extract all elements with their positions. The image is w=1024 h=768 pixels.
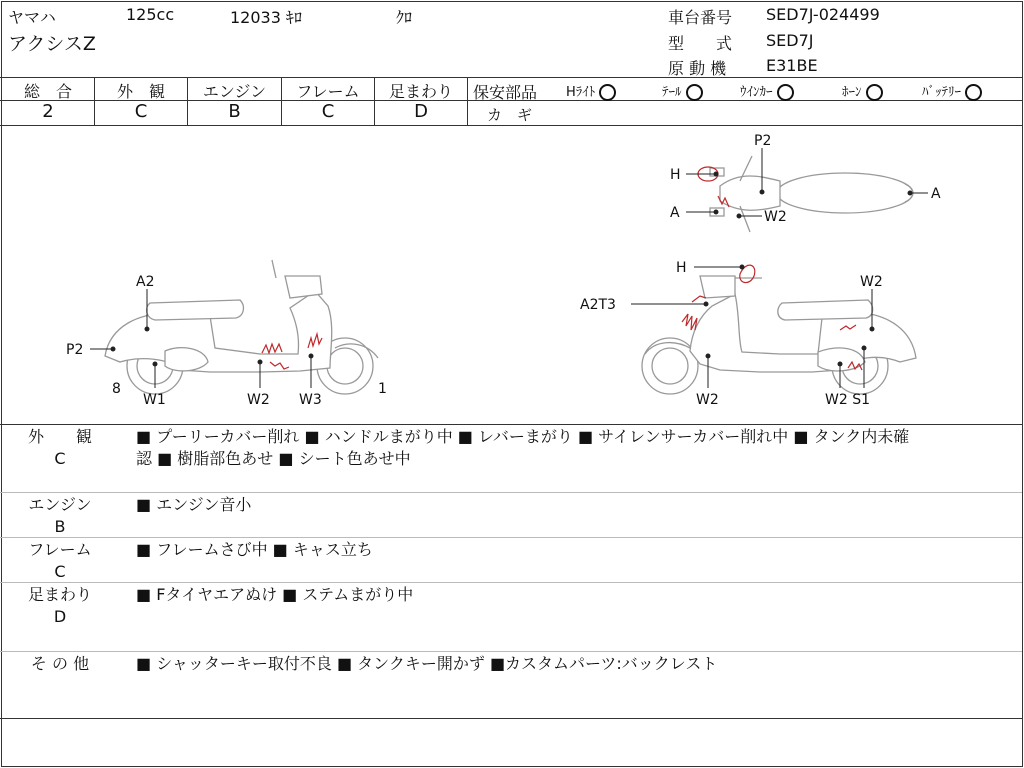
section-divider bbox=[0, 718, 1022, 719]
label-h-top: H bbox=[670, 167, 681, 183]
safety-item-winker bbox=[740, 81, 794, 101]
label-w2-right-bottom: W2 bbox=[696, 392, 719, 408]
front-wheel-inner bbox=[327, 348, 363, 384]
mirror-stem bbox=[272, 260, 276, 278]
header-divider bbox=[0, 77, 1022, 78]
grade-exterior-label: 外 観 bbox=[116, 82, 165, 101]
section-divider bbox=[0, 537, 1022, 538]
section-frame-label bbox=[0, 539, 120, 583]
safety-item-label: ﾊﾞｯﾃﾘｰ bbox=[922, 85, 961, 100]
right-handlebar-head bbox=[700, 276, 735, 298]
section-suspension-notes: ■ Fタイヤエアぬけ ■ ステムまがり中 bbox=[136, 585, 414, 604]
seat bbox=[147, 300, 244, 320]
section-suspension-title: 足まわり bbox=[27, 585, 92, 604]
top-seat bbox=[777, 173, 913, 213]
section-frame-grade: C bbox=[54, 562, 66, 581]
label-w2-top: W2 bbox=[764, 209, 787, 225]
scooter-top-view bbox=[710, 156, 913, 232]
label-8: 8 bbox=[112, 381, 121, 397]
label-w2s1: W2 S1 bbox=[825, 392, 870, 408]
frame-no-value: SED7J-024499 bbox=[766, 5, 880, 24]
damage-diagram bbox=[0, 126, 1022, 424]
handlebar-head bbox=[285, 276, 322, 298]
section-engine-grade: B bbox=[54, 517, 66, 536]
grade-engine-value: B bbox=[228, 101, 241, 122]
diagram-bottom-divider bbox=[0, 424, 1022, 425]
grade-exterior-value: C bbox=[134, 101, 148, 122]
label-w2-right-top: W2 bbox=[860, 274, 883, 290]
section-other-notes: ■ シャッターキー取付不良 ■ タンクキー開かず ■カスタムパーツ:バックレスト bbox=[136, 654, 718, 673]
safety-item-label: ﾎｰﾝ bbox=[842, 85, 862, 100]
section-exterior-notes bbox=[136, 426, 909, 470]
label-a-top-left: A bbox=[670, 205, 680, 221]
label-p2-left: P2 bbox=[66, 342, 84, 358]
model-name: アクシスZ bbox=[8, 33, 96, 55]
grade-overall-value: 2 bbox=[42, 101, 54, 122]
section-engine-title: エンジン bbox=[28, 495, 92, 514]
safety-item-headlight bbox=[566, 81, 616, 101]
grade-frame-value: C bbox=[321, 101, 335, 122]
label-w2-left: W2 bbox=[247, 392, 270, 408]
section-divider bbox=[0, 582, 1022, 583]
section-other-label bbox=[0, 653, 120, 675]
color-text: ｸﾛ bbox=[396, 8, 413, 27]
safety-item-label: Hﾗｲﾄ bbox=[566, 85, 596, 100]
label-w3: W3 bbox=[299, 392, 322, 408]
section-engine-notes: ■ エンジン音小 bbox=[136, 495, 252, 514]
mileage-text: 12033 ｷﾛ bbox=[230, 8, 302, 27]
section-frame-title: フレーム bbox=[28, 540, 92, 559]
grade-suspension-label: 足まわり bbox=[388, 82, 453, 101]
grade-divider bbox=[467, 77, 468, 125]
safety-item-label: ｳｲﾝｶｰ bbox=[740, 85, 773, 100]
ok-circle-icon bbox=[599, 84, 616, 101]
section-suspension-label bbox=[0, 584, 120, 628]
section-divider bbox=[0, 492, 1022, 493]
safety-title: 保安部品 bbox=[473, 83, 538, 102]
section-frame-notes: ■ フレームさび中 ■ キャス立ち bbox=[136, 540, 373, 559]
label-a-top-right: A bbox=[931, 186, 941, 202]
safety-item-label: ﾃｰﾙ bbox=[662, 85, 682, 100]
type-value: SED7J bbox=[766, 31, 814, 50]
grade-engine-label: エンジン bbox=[202, 82, 267, 101]
label-a2t3: A2T3 bbox=[580, 297, 616, 313]
section-exterior-label bbox=[0, 426, 120, 470]
safety-item-battery bbox=[922, 81, 982, 101]
section-exterior-grade: C bbox=[54, 449, 66, 468]
engine-model-label: 原 動 機 bbox=[668, 59, 727, 78]
label-p2-top: P2 bbox=[754, 133, 772, 149]
section-exterior-line1: ■ プーリーカバー削れ ■ ハンドルまがり中 ■ レバーまがり ■ サイレンサーカバー削れ中 ■ タンク内未確 bbox=[136, 427, 910, 446]
section-suspension-grade: D bbox=[53, 607, 67, 626]
grade-overall-label: 総 合 bbox=[23, 82, 72, 101]
safety-key: カ ギ bbox=[487, 106, 533, 124]
label-1: 1 bbox=[378, 381, 387, 397]
top-front-body bbox=[720, 176, 780, 210]
right-front-wheel-inner bbox=[652, 348, 688, 384]
label-h-right: H bbox=[676, 260, 687, 276]
engine-model-value: E31BE bbox=[766, 56, 818, 75]
scooter-right-view bbox=[642, 276, 916, 394]
frame-no-label: 車台番号 bbox=[668, 8, 733, 27]
ok-circle-icon bbox=[965, 84, 982, 101]
label-a2-left: A2 bbox=[136, 274, 155, 290]
right-seat bbox=[778, 300, 873, 320]
section-divider bbox=[0, 651, 1022, 652]
ok-circle-icon bbox=[777, 84, 794, 101]
safety-item-horn bbox=[842, 81, 883, 101]
safety-item-tail bbox=[662, 81, 703, 101]
ok-circle-icon bbox=[686, 84, 703, 101]
maker-text: ヤマハ bbox=[8, 8, 56, 27]
section-other-title: そ の 他 bbox=[30, 654, 90, 673]
type-label: 型 式 bbox=[668, 34, 733, 53]
displacement-text: 125cc bbox=[126, 5, 175, 24]
grade-suspension-value: D bbox=[414, 101, 428, 122]
section-exterior-title: 外 観 bbox=[27, 427, 92, 446]
ok-circle-icon bbox=[866, 84, 883, 101]
section-engine-label bbox=[0, 494, 120, 538]
grade-frame-label: フレーム bbox=[296, 82, 360, 101]
label-w1: W1 bbox=[143, 392, 166, 408]
section-exterior-line2: 認 ■ 樹脂部色あせ ■ シート色あせ中 bbox=[136, 449, 411, 468]
